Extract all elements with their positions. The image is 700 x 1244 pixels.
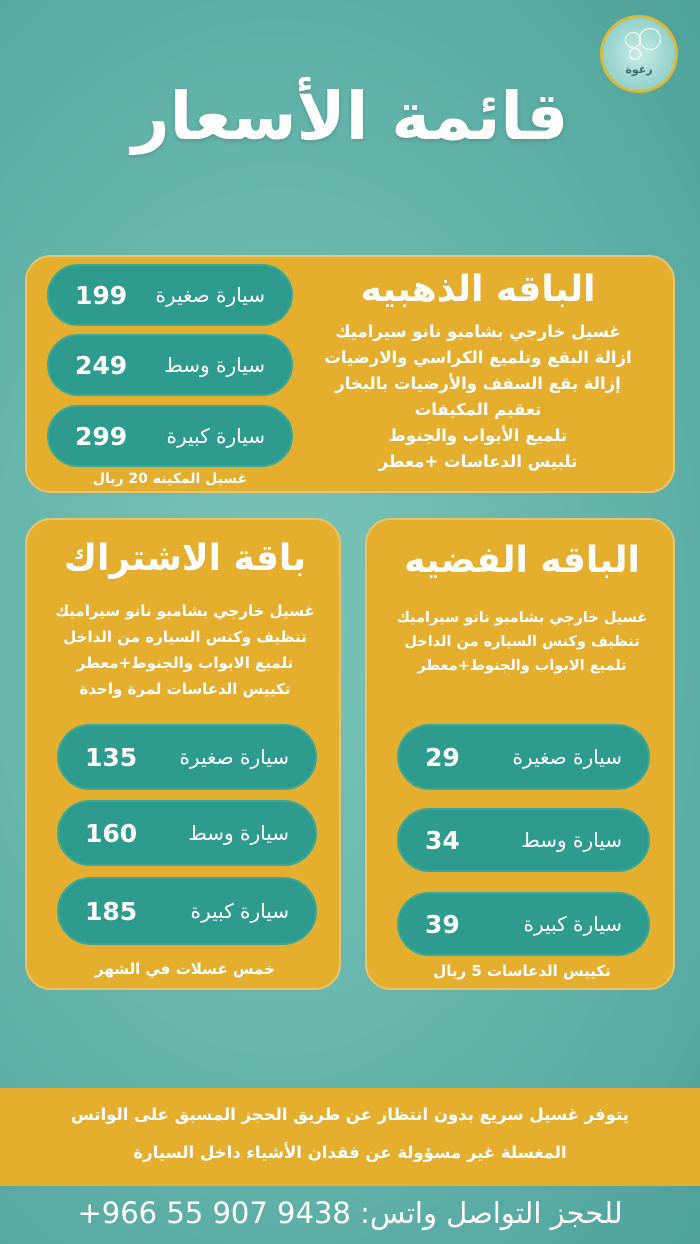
price-value: 29 xyxy=(425,742,460,772)
feature: تنظيف وكنس السياره من الداخل xyxy=(404,634,640,650)
feature: غسيل خارجي بشامبو نانو سيراميك xyxy=(335,322,621,341)
logo-text: رغوة xyxy=(625,63,653,76)
price-label: سيارة صغيرة xyxy=(179,745,289,769)
price-label: سيارة وسط xyxy=(164,353,265,377)
price-value: 135 xyxy=(85,742,138,772)
subscription-package-card xyxy=(25,518,341,990)
price-pill-small xyxy=(397,724,650,790)
price-label: سيارة صغيرة xyxy=(155,283,265,307)
gold-features xyxy=(293,319,663,475)
price-pill-small xyxy=(47,264,293,326)
price-value: 34 xyxy=(425,825,460,855)
price-value: 249 xyxy=(75,350,128,380)
silver-note: تكييس الدعاسات 5 ريال xyxy=(433,962,611,980)
page-title: قائمة الأسعار xyxy=(131,78,569,155)
price-pill-small xyxy=(57,724,317,790)
feature: تلبيس الدعاسات +معطر xyxy=(378,452,578,471)
price-value: 185 xyxy=(85,896,138,926)
feature: تلميع الأبواب والجنوط xyxy=(388,426,568,445)
silver-package-card xyxy=(365,518,675,990)
feature: غسيل خارجي بشامبو نانو سيراميك xyxy=(55,602,315,620)
feature: تعقيم المكيفات xyxy=(414,400,542,419)
feature: ازالة البقع وتلميع الكراسي والارضيات xyxy=(324,348,632,367)
price-pill-large xyxy=(397,892,650,956)
price-pill-medium xyxy=(397,808,650,872)
price-value: 299 xyxy=(75,421,128,451)
feature: تنظيف وكنس السياره من الداخل xyxy=(63,628,307,646)
price-label: سيارة صغيرة xyxy=(512,745,622,769)
contact-phone: للحجز التواصل واتس: 9438 907 55 966+ xyxy=(77,1196,623,1230)
subscription-title: باقة الاشتراك xyxy=(64,538,306,579)
silver-features xyxy=(367,606,677,678)
price-pill-large xyxy=(57,877,317,945)
price-label: سيارة وسط xyxy=(521,828,622,852)
price-label: سيارة كبيرة xyxy=(523,912,622,936)
price-pill-large xyxy=(47,405,293,467)
price-label: سيارة وسط xyxy=(188,821,289,845)
price-value: 199 xyxy=(75,280,128,310)
price-pill-medium xyxy=(47,334,293,396)
banner-line: يتوفر غسيل سريع بدون انتظار عن طريق الحجز المسبق على الواتس xyxy=(71,1105,629,1124)
info-banner xyxy=(0,1088,700,1186)
subscription-features xyxy=(27,598,343,702)
gold-title: الباقه الذهبيه xyxy=(360,269,596,310)
banner-line: المغسلة غير مسؤولة عن فقدان الأشياء داخل السيارة xyxy=(133,1143,567,1162)
price-label: سيارة كبيرة xyxy=(190,899,289,923)
price-label: سيارة كبيرة xyxy=(166,424,265,448)
feature: تلميع الابواب والجنوط+معطر xyxy=(76,654,294,672)
feature: إزالة بقع السقف والأرضيات بالبخار xyxy=(335,374,621,393)
gold-package-card xyxy=(25,255,675,493)
feature: تكييس الدعاسات لمرة واحدة xyxy=(79,680,291,698)
price-pill-medium xyxy=(57,800,317,866)
price-value: 160 xyxy=(85,818,138,848)
silver-title: الباقه الفضيه xyxy=(404,540,640,581)
subscription-note: خمس غسلات في الشهر xyxy=(95,960,275,978)
price-value: 39 xyxy=(425,909,460,939)
gold-note: غسيل المكينه 20 ريال xyxy=(92,471,248,487)
feature: تلميع الابواب والجنوط+معطر xyxy=(417,658,627,674)
feature: غسيل خارجي بشامبو نانو سيراميك xyxy=(396,610,648,626)
